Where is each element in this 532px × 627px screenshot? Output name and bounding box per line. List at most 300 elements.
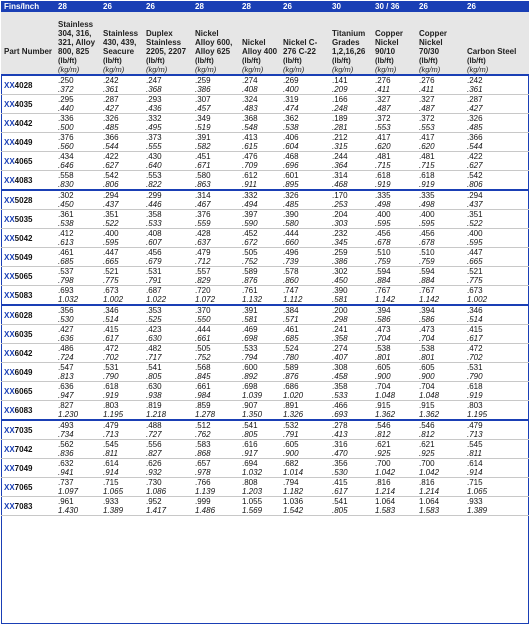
weight-lb-ft: .803: [103, 401, 119, 410]
weight-kg-m: .775: [467, 276, 483, 285]
weight-kg-m: .487: [419, 104, 435, 113]
weight-cell: [280, 75, 329, 95]
weight-cell: [100, 459, 143, 478]
weight-kg-m: .586: [419, 315, 435, 324]
weight-lb-ft: .542: [103, 171, 119, 180]
weight-cell: [416, 210, 464, 229]
weight-cell: [416, 190, 464, 210]
weight-kg-m: .483: [242, 104, 258, 113]
unit-kg-m: (kg/m): [332, 65, 354, 74]
weight-kg-m: .914: [467, 468, 483, 477]
weight-lb-ft: .859: [195, 401, 211, 410]
weight-cell: [416, 325, 464, 344]
unit-kg-m: (kg/m): [58, 65, 80, 74]
fin-weight-table: [1, 1, 529, 516]
weight-cell: [143, 440, 192, 459]
weight-kg-m: 1.362: [375, 410, 396, 419]
weight-cell: [329, 440, 372, 459]
weight-cell: [280, 114, 329, 133]
weight-kg-m: 1.022: [146, 295, 167, 304]
material-header: Carbon Steel: [464, 12, 529, 56]
part-suffix: 6035: [14, 329, 33, 339]
weight-kg-m: .836: [58, 449, 74, 458]
weight-cell: [239, 267, 280, 286]
weight-cell: [55, 305, 100, 325]
weight-kg-m: .580: [283, 219, 299, 228]
table-row: [1, 267, 529, 286]
part-prefix: XX: [4, 118, 15, 128]
weight-cell: [143, 95, 192, 114]
unit-kg-m: (kg/m): [195, 65, 217, 74]
weight-kg-m: 1.389: [103, 506, 124, 515]
part-prefix: XX: [4, 175, 15, 185]
weight-cell: [280, 497, 329, 516]
weight-cell: [55, 267, 100, 286]
part-number: [1, 286, 55, 306]
weight-kg-m: .581: [242, 315, 258, 324]
material-header: Titanium Grades 1,2,16,26: [329, 12, 372, 56]
weight-lb-ft: 1.064: [375, 497, 396, 506]
part-prefix: XX: [4, 482, 15, 492]
weight-lb-ft: .351: [467, 210, 483, 219]
weight-kg-m: .209: [332, 85, 348, 94]
weight-lb-ft: .456: [419, 229, 435, 238]
weight-cell: [372, 325, 416, 344]
weight-lb-ft: .891: [283, 401, 299, 410]
weight-kg-m: .386: [195, 85, 211, 94]
weight-kg-m: .811: [467, 449, 482, 458]
weight-cell: [239, 286, 280, 306]
weight-lb-ft: .673: [103, 286, 119, 295]
weight-kg-m: .704: [375, 334, 391, 343]
fins-value: 26: [416, 1, 464, 12]
weight-lb-ft: .189: [332, 114, 348, 123]
weight-cell: [372, 114, 416, 133]
weight-kg-m: .281: [332, 123, 348, 132]
weight-lb-ft: .618: [375, 171, 391, 180]
weight-kg-m: .386: [332, 257, 348, 266]
weight-cell: [329, 305, 372, 325]
weight-cell: [464, 344, 529, 363]
weight-cell: [280, 133, 329, 152]
weight-kg-m: 1.486: [195, 506, 216, 515]
weight-kg-m: 1.086: [146, 487, 167, 496]
weight-lb-ft: .761: [242, 286, 258, 295]
weight-cell: [416, 497, 464, 516]
weight-cell: [329, 248, 372, 267]
weight-kg-m: .498: [375, 200, 391, 209]
weight-kg-m: .361: [103, 85, 119, 94]
weight-cell: [416, 95, 464, 114]
weight-cell: [192, 75, 239, 95]
weight-kg-m: .613: [58, 238, 74, 247]
part-number: [1, 114, 55, 133]
weight-lb-ft: .406: [283, 133, 299, 142]
weight-cell: [100, 133, 143, 152]
fins-per-inch-row: [1, 1, 529, 12]
weight-kg-m: .830: [58, 180, 74, 189]
unit-lb-ft: (lb/ft): [283, 56, 302, 65]
material-header: Nickel C-276 C-22: [280, 12, 329, 56]
weight-kg-m: .917: [242, 449, 258, 458]
weight-cell: [372, 382, 416, 401]
weight-cell: [329, 210, 372, 229]
part-prefix: XX: [4, 290, 15, 300]
weight-kg-m: .938: [146, 391, 162, 400]
weight-lb-ft: .698: [242, 382, 258, 391]
weight-lb-ft: .700: [419, 459, 435, 468]
table-row: [1, 497, 529, 516]
weight-cell: [464, 229, 529, 248]
weight-kg-m: .727: [146, 430, 162, 439]
weight-lb-ft: .327: [375, 95, 391, 104]
part-prefix: XX: [4, 405, 15, 415]
weight-cell: [329, 229, 372, 248]
weight-kg-m: .590: [242, 219, 258, 228]
weight-kg-m: 1.182: [283, 487, 304, 496]
weight-cell: [55, 171, 100, 191]
weight-cell: [372, 344, 416, 363]
weight-kg-m: 1.214: [419, 487, 440, 496]
weight-kg-m: 1.142: [375, 295, 396, 304]
weight-kg-m: .798: [58, 276, 74, 285]
weight-lb-ft: .512: [195, 421, 211, 430]
unit-kg-m: (kg/m): [467, 65, 489, 74]
weight-kg-m: .665: [103, 257, 119, 266]
weight-lb-ft: .250: [58, 76, 74, 85]
part-prefix: XX: [4, 214, 15, 224]
weight-kg-m: .555: [146, 142, 162, 151]
weight-lb-ft: .397: [242, 210, 258, 219]
weight-lb-ft: .415: [467, 325, 483, 334]
weight-cell: [192, 229, 239, 248]
weight-lb-ft: .767: [375, 286, 391, 295]
weight-lb-ft: .368: [242, 114, 258, 123]
weight-kg-m: .919: [419, 180, 435, 189]
weight-kg-m: .586: [375, 315, 391, 324]
weight-lb-ft: .456: [375, 229, 391, 238]
part-suffix: 7035: [14, 425, 33, 435]
weight-cell: [143, 325, 192, 344]
weight-kg-m: 1.042: [419, 468, 440, 477]
weight-kg-m: 1.020: [283, 391, 304, 400]
weight-kg-m: 1.014: [283, 468, 304, 477]
weight-kg-m: .544: [467, 142, 483, 151]
weight-lb-ft: .704: [375, 382, 391, 391]
weight-cell: [464, 75, 529, 95]
weight-lb-ft: .415: [332, 478, 348, 487]
weight-lb-ft: .461: [58, 248, 74, 257]
weight-cell: [192, 267, 239, 286]
material-header-row: [1, 12, 529, 56]
weight-lb-ft: .400: [467, 229, 483, 238]
weight-lb-ft: .294: [467, 191, 483, 200]
weight-cell: [280, 286, 329, 306]
part-suffix: 6083: [14, 405, 33, 415]
weight-kg-m: .679: [146, 257, 162, 266]
weight-cell: [464, 420, 529, 440]
part-number-header: Part Number: [1, 12, 55, 56]
part-prefix: XX: [4, 137, 15, 147]
material-header: Copper Nickel 70/30: [416, 12, 464, 56]
weight-cell: [329, 152, 372, 171]
weight-cell: [100, 382, 143, 401]
weight-kg-m: .413: [332, 430, 348, 439]
weight-cell: [100, 171, 143, 191]
weight-lb-ft: .417: [419, 133, 435, 142]
weight-cell: [329, 95, 372, 114]
weight-kg-m: 1.065: [467, 487, 488, 496]
table-row: [1, 171, 529, 191]
weight-kg-m: 1.278: [195, 410, 216, 419]
weight-cell: [192, 478, 239, 497]
weight-lb-ft: .621: [375, 440, 391, 449]
weight-cell: [416, 171, 464, 191]
part-suffix: 6049: [14, 367, 33, 377]
weight-lb-ft: .694: [242, 459, 258, 468]
weight-cell: [372, 459, 416, 478]
weight-kg-m: 1.065: [103, 487, 124, 496]
weight-cell: [329, 420, 372, 440]
weight-cell: [372, 248, 416, 267]
weight-lb-ft: .326: [283, 191, 299, 200]
weight-cell: [143, 344, 192, 363]
unit-kg-m: (kg/m): [242, 65, 264, 74]
weight-kg-m: .615: [242, 142, 258, 151]
weight-lb-ft: .605: [419, 363, 435, 372]
unit-kg-m: (kg/m): [146, 65, 168, 74]
part-suffix: 7083: [14, 501, 33, 511]
weight-lb-ft: .452: [242, 229, 258, 238]
weight-cell: [239, 478, 280, 497]
weight-cell: [464, 401, 529, 421]
weight-kg-m: .437: [467, 200, 483, 209]
weight-cell: [372, 171, 416, 191]
weight-kg-m: .544: [103, 142, 119, 151]
part-number: [1, 325, 55, 344]
weight-lb-ft: .558: [58, 171, 74, 180]
weight-lb-ft: .287: [103, 95, 119, 104]
weight-lb-ft: .274: [332, 344, 348, 353]
weight-kg-m: 1.362: [419, 410, 440, 419]
weight-lb-ft: .999: [195, 497, 211, 506]
weight-kg-m: .665: [467, 257, 483, 266]
weight-lb-ft: .412: [58, 229, 74, 238]
weight-kg-m: .372: [58, 85, 74, 94]
weight-lb-ft: .636: [58, 382, 74, 391]
weight-cell: [239, 497, 280, 516]
weight-lb-ft: .242: [103, 76, 119, 85]
weight-kg-m: .514: [467, 315, 483, 324]
weight-cell: [464, 171, 529, 191]
weight-kg-m: .845: [195, 372, 211, 381]
weight-cell: [143, 363, 192, 382]
weight-kg-m: .780: [283, 353, 299, 362]
weight-kg-m: .495: [146, 123, 162, 132]
weight-cell: [192, 152, 239, 171]
weight-cell: [143, 497, 192, 516]
unit-kg-m: (kg/m): [283, 65, 305, 74]
weight-lb-ft: .324: [242, 95, 258, 104]
weight-lb-ft: .541: [146, 363, 162, 372]
weight-cell: [143, 382, 192, 401]
weight-kg-m: .604: [283, 142, 299, 151]
weight-kg-m: .876: [283, 372, 299, 381]
weight-lb-ft: .466: [332, 401, 348, 410]
weight-kg-m: .739: [283, 257, 299, 266]
part-number: [1, 459, 55, 478]
weight-kg-m: .468: [332, 180, 348, 189]
weight-lb-ft: .390: [283, 210, 299, 219]
part-prefix: XX: [4, 310, 15, 320]
weight-cell: [464, 210, 529, 229]
weight-lb-ft: .434: [58, 152, 74, 161]
weight-lb-ft: .259: [332, 248, 348, 257]
weight-cell: [192, 133, 239, 152]
weight-cell: [464, 459, 529, 478]
weight-kg-m: .775: [103, 276, 119, 285]
weight-kg-m: .530: [58, 315, 74, 324]
weight-kg-m: 1.569: [242, 506, 263, 515]
weight-lb-ft: .614: [103, 459, 119, 468]
weight-cell: [239, 440, 280, 459]
weight-kg-m: .485: [467, 123, 483, 132]
part-suffix: 4042: [14, 118, 33, 128]
weight-kg-m: .538: [283, 123, 299, 132]
part-number: [1, 190, 55, 210]
weight-cell: [372, 152, 416, 171]
weight-kg-m: .900: [419, 372, 435, 381]
weight-lb-ft: .626: [146, 459, 162, 468]
weight-kg-m: .947: [58, 391, 74, 400]
weight-kg-m: .914: [103, 468, 119, 477]
weight-lb-ft: .533: [242, 344, 258, 353]
weight-kg-m: .411: [375, 85, 390, 94]
weight-lb-ft: .308: [332, 363, 348, 372]
weight-lb-ft: .618: [103, 382, 119, 391]
weight-cell: [192, 420, 239, 440]
weight-lb-ft: .336: [58, 114, 74, 123]
weight-cell: [416, 382, 464, 401]
weight-cell: [239, 248, 280, 267]
weight-lb-ft: .557: [195, 267, 211, 276]
weight-lb-ft: .661: [195, 382, 211, 391]
weight-kg-m: .868: [195, 449, 211, 458]
weight-cell: [239, 171, 280, 191]
weight-kg-m: .805: [332, 506, 348, 515]
fins-label: Fins/Inch: [1, 1, 55, 12]
weight-cell: [55, 382, 100, 401]
weight-cell: [143, 420, 192, 440]
part-prefix: XX: [4, 99, 15, 109]
weight-kg-m: .620: [419, 142, 435, 151]
weight-kg-m: .519: [195, 123, 211, 132]
weight-kg-m: .485: [283, 200, 299, 209]
weight-lb-ft: .427: [58, 325, 74, 334]
weight-cell: [329, 75, 372, 95]
weight-lb-ft: .469: [242, 325, 258, 334]
weight-kg-m: .805: [146, 372, 162, 381]
weight-lb-ft: .493: [58, 421, 74, 430]
weight-cell: [329, 267, 372, 286]
weight-lb-ft: .241: [332, 325, 348, 334]
weight-lb-ft: .715: [467, 478, 483, 487]
weight-cell: [416, 75, 464, 95]
weight-kg-m: .550: [195, 315, 211, 324]
weight-lb-ft: .299: [146, 191, 162, 200]
part-prefix: XX: [4, 367, 15, 377]
weight-cell: [239, 133, 280, 152]
unit-lb-ft: (lb/ft): [195, 56, 214, 65]
weight-lb-ft: .827: [58, 401, 74, 410]
unit-header: [280, 56, 329, 75]
weight-kg-m: 1.039: [242, 391, 263, 400]
weight-kg-m: .637: [195, 238, 211, 247]
weight-cell: [372, 286, 416, 306]
weight-lb-ft: .505: [195, 344, 211, 353]
weight-lb-ft: .293: [146, 95, 162, 104]
weight-cell: [55, 75, 100, 95]
weight-lb-ft: .933: [467, 497, 483, 506]
weight-kg-m: .812: [375, 430, 391, 439]
weight-cell: [55, 459, 100, 478]
weight-lb-ft: .274: [242, 76, 258, 85]
weight-kg-m: .553: [375, 123, 391, 132]
weight-kg-m: .248: [332, 104, 348, 113]
weight-cell: [280, 210, 329, 229]
weight-cell: [280, 401, 329, 421]
part-number: [1, 210, 55, 229]
weight-lb-ft: .510: [375, 248, 391, 257]
weight-lb-ft: .700: [375, 459, 391, 468]
weight-kg-m: .630: [146, 334, 162, 343]
weight-cell: [55, 152, 100, 171]
weight-kg-m: .932: [146, 468, 162, 477]
weight-kg-m: .595: [375, 219, 391, 228]
unit-kg-m: (kg/m): [419, 65, 441, 74]
weight-lb-ft: .295: [58, 95, 74, 104]
weight-lb-ft: .332: [146, 114, 162, 123]
weight-kg-m: .693: [332, 410, 348, 419]
weight-cell: [55, 344, 100, 363]
weight-cell: [464, 382, 529, 401]
weight-cell: [143, 133, 192, 152]
weight-kg-m: .661: [195, 334, 211, 343]
part-number: [1, 382, 55, 401]
weight-kg-m: .696: [283, 161, 299, 170]
weight-cell: [280, 248, 329, 267]
part-suffix: 6042: [14, 348, 33, 358]
weight-kg-m: .715: [375, 161, 391, 170]
weight-cell: [100, 210, 143, 229]
weight-lb-ft: .394: [419, 306, 435, 315]
weight-kg-m: .752: [195, 353, 211, 362]
weight-kg-m: .900: [283, 449, 299, 458]
weight-cell: [192, 248, 239, 267]
weight-cell: [100, 325, 143, 344]
weight-kg-m: .712: [195, 257, 211, 266]
weight-cell: [239, 382, 280, 401]
part-suffix: 5028: [14, 195, 33, 205]
weight-cell: [372, 440, 416, 459]
weight-cell: [280, 440, 329, 459]
unit-lb-ft: (lb/ft): [332, 56, 351, 65]
unit-header-row: [1, 56, 529, 75]
weight-lb-ft: .578: [283, 267, 299, 276]
weight-lb-ft: .394: [375, 306, 391, 315]
weight-cell: [55, 401, 100, 421]
weight-lb-ft: .314: [195, 191, 211, 200]
